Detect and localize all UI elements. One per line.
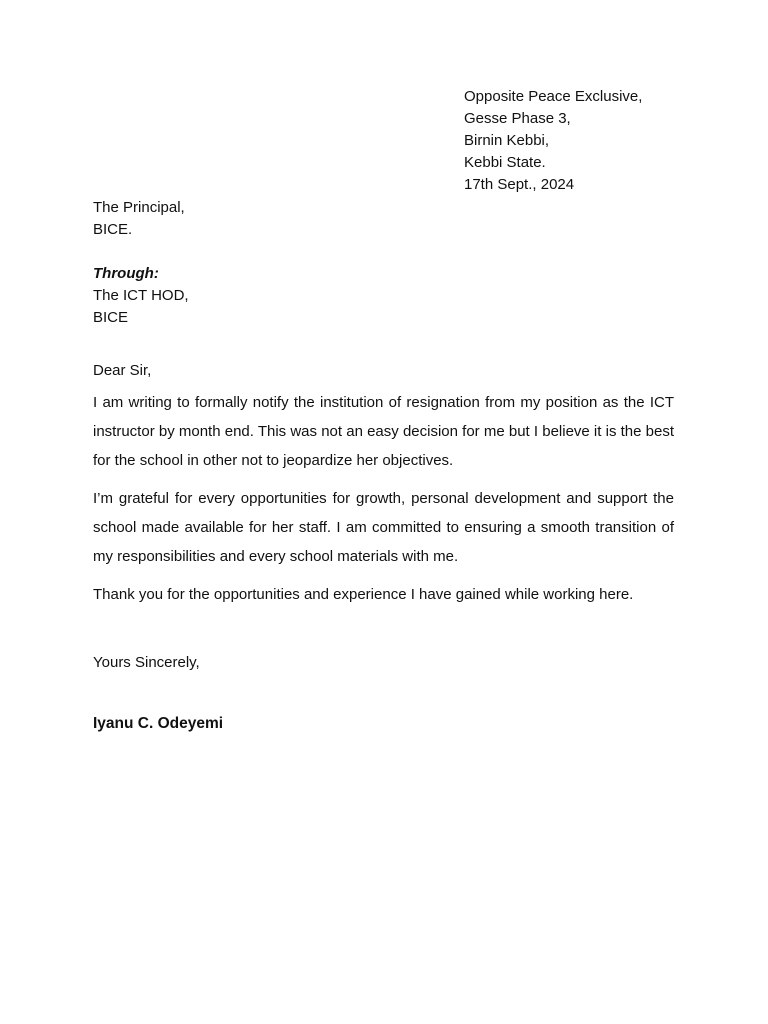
signature-name: Iyanu C. Odeyemi [93, 715, 224, 732]
sender-address-line-4: Kebbi State. [464, 154, 546, 171]
salutation-block [93, 360, 151, 382]
sender-address-line-2: Gesse Phase 3, [464, 110, 571, 127]
through-label: Through: [93, 265, 159, 282]
body-paragraph-1: I am writing to formally notify the institution of resignation from my position as the ICT instructor by month end. This was not an easy decision for me but I believe it is the best for the school in other not to jeopardize her objectives. [93, 394, 674, 469]
recipient-address [93, 197, 185, 241]
salutation: Dear Sir, [93, 362, 152, 379]
recipient-title: The Principal, [93, 199, 185, 216]
recipient-org: BICE. [93, 221, 133, 238]
sender-address-line-1: Opposite Peace Exclusive, [464, 88, 643, 105]
body-paragraph-3: Thank you for the opportunities and experience I have gained while working here. [93, 586, 634, 603]
sender-address [464, 86, 744, 196]
through-org: BICE [93, 309, 129, 326]
closing: Yours Sincerely, [93, 654, 200, 671]
letter-date: 17th Sept., 2024 [464, 176, 575, 193]
sender-address-line-3: Birnin Kebbi, [464, 132, 550, 149]
through-block [93, 263, 189, 329]
closing-block [93, 652, 200, 674]
body-paragraph-2: I’m grateful for every opportunities for growth, personal development and support the school made available for her staff. I am committed to ensuring a smooth transition of my responsibilities and every school materials with me. [93, 490, 674, 565]
through-title: The ICT HOD, [93, 287, 189, 304]
